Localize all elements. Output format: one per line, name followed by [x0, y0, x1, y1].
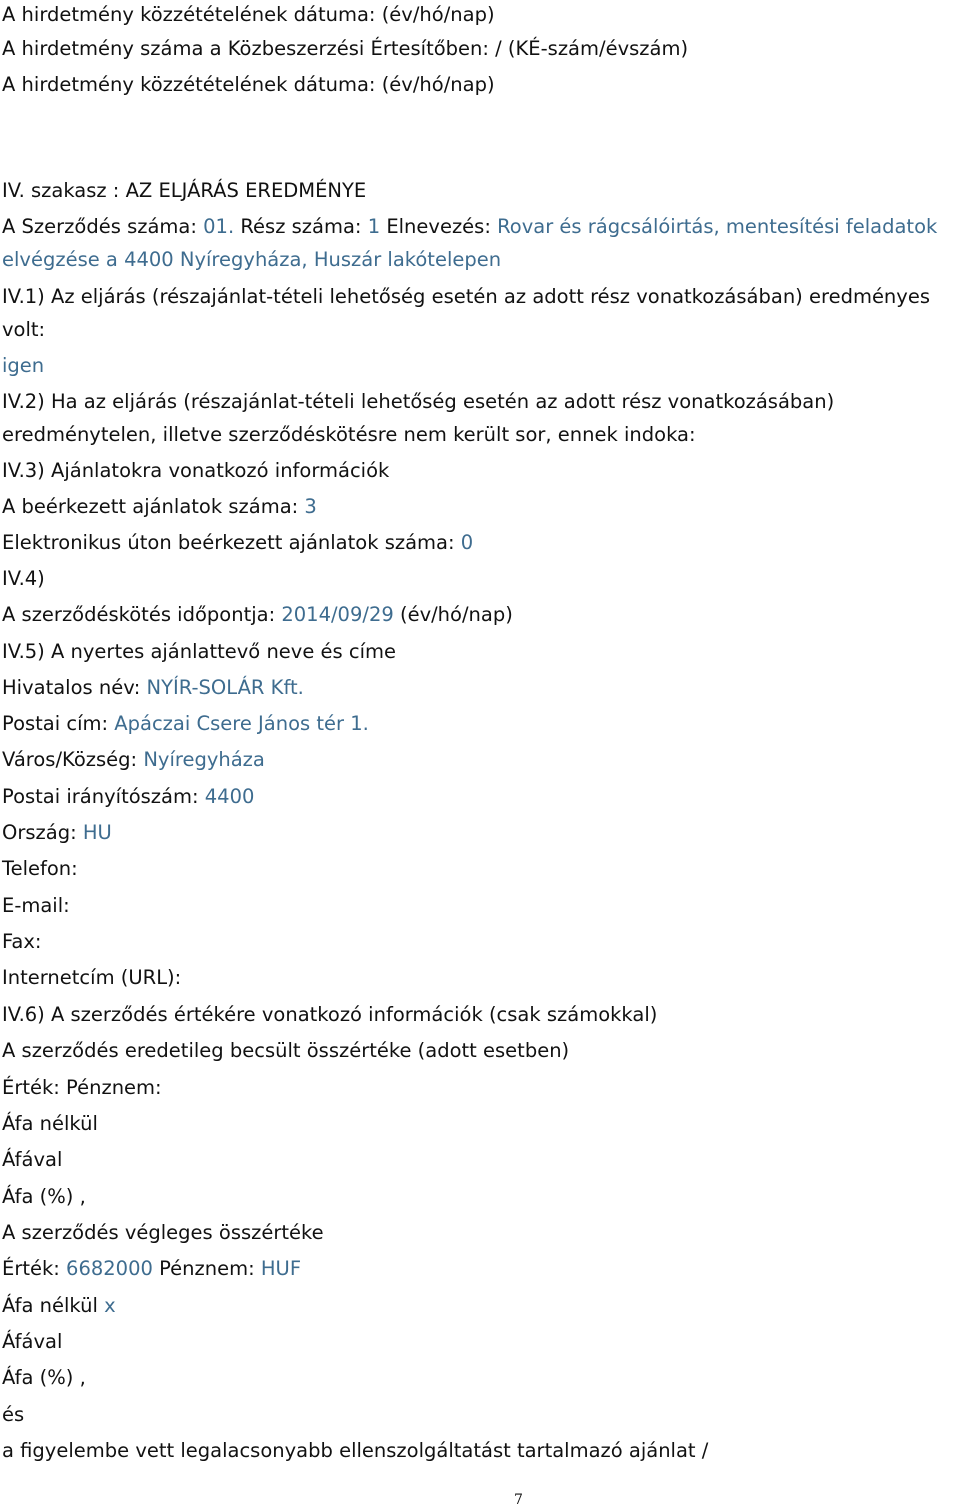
part-number: 1 [367, 215, 381, 238]
bids-label: A beérkezett ajánlatok száma: [2, 495, 299, 518]
winner-name-label: Hivatalos név: [2, 676, 141, 699]
zip-label: Postai irányítószám: [2, 785, 199, 808]
ebids-label: Elektronikus úton beérkezett ajánlatok száma: [2, 531, 455, 554]
address-label: Postai cím: [2, 712, 109, 735]
net-label: Áfa nélkül [2, 1294, 98, 1317]
contract-date: 2014/09/29 [281, 603, 394, 626]
notice-date-line-2: A hirdetmény közzétételének dátuma: (év/hó/nap) [2, 73, 495, 96]
notice-date-line: A hirdetmény közzétételének dátuma: (év/hó/nap) [2, 3, 495, 26]
fax-label: Fax: [2, 930, 42, 953]
iv6-title: IV.6) A szerződés értékére vonatkozó információk (csak számokkal) [2, 1003, 658, 1026]
contract-name: Rovar és rágcsálóirtás, mentesítési feladatok [497, 215, 938, 238]
ebids-line [2, 531, 473, 555]
winner-zip-line [2, 785, 254, 809]
iv1-answer: igen [2, 354, 45, 377]
currency-label: Pénznem: [159, 1257, 255, 1280]
iv2-text-cont: eredménytelen, illetve szerződéskötésre nem került sor, ennek indoka: [2, 423, 696, 446]
city-label: Város/Község: [2, 748, 138, 771]
estimated-value-line: Érték: Pénznem: [2, 1076, 162, 1099]
iv1-question: IV.1) Az eljárás (részajánlat-tételi lehetőség esetén az adott rész vonatkozásában) eredményes [2, 285, 930, 308]
contract-line [2, 215, 937, 239]
winner-address-line [2, 712, 369, 736]
final-value: 6682000 [66, 1257, 153, 1280]
page-number: 7 [514, 1492, 523, 1508]
currency: HUF [260, 1257, 302, 1280]
name-label: Elnevezés: [386, 215, 491, 238]
winner-city-line [2, 748, 265, 772]
final-net-line [2, 1294, 116, 1318]
contract-date-label: A szerződéskötés időpontja: [2, 603, 276, 626]
iv4-title: IV.4) [2, 567, 45, 590]
contract-date-line [2, 603, 513, 627]
phone-label: Telefon: [2, 857, 78, 880]
iv2-text: IV.2) Ha az eljárás (részajánlat-tételi lehetőség esetén az adott rész vonatkozásában) [2, 390, 835, 413]
estimated-value-title: A szerződés eredetileg becsült összértéke (adott esetben) [2, 1039, 570, 1062]
url-label: Internetcím (URL): [2, 966, 182, 989]
part-label: Rész száma: [240, 215, 362, 238]
final-value-line [2, 1257, 301, 1281]
final-vat-label: Áfa (%) , [2, 1366, 86, 1389]
winner-country-line [2, 821, 112, 845]
winner-city: Nyíregyháza [143, 748, 265, 771]
contract-no: 01. [203, 215, 235, 238]
winner-address: Apáczai Csere János tér 1. [114, 712, 369, 735]
and-text: és [2, 1403, 25, 1426]
bids-count: 3 [304, 495, 317, 518]
iv3-title: IV.3) Ajánlatokra vonatkozó információk [2, 459, 390, 482]
final-value-title: A szerződés végleges összértéke [2, 1221, 324, 1244]
iv5-title: IV.5) A nyertes ajánlattevő neve és címe [2, 640, 397, 663]
net-mark: x [104, 1294, 116, 1317]
country-label: Ország: [2, 821, 77, 844]
notice-number-line: A hirdetmény száma a Közbeszerzési Értesítőben: / (KÉ-szám/évszám) [2, 37, 689, 60]
contract-no-label: A Szerződés száma: [2, 215, 197, 238]
email-label: E-mail: [2, 894, 70, 917]
iv1-question-cont: volt: [2, 318, 46, 341]
final-gross-label: Áfával [2, 1330, 63, 1353]
winner-name: NYÍR-SOLÁR Kft. [146, 676, 304, 699]
estimated-gross-label: Áfával [2, 1148, 63, 1171]
lowest-offer-text: a figyelembe vett legalacsonyabb ellenszolgáltatást tartalmazó ajánlat / [2, 1439, 709, 1462]
winner-name-line [2, 676, 304, 700]
winner-country: HU [82, 821, 112, 844]
contract-name-cont: elvégzése a 4400 Nyíregyháza, Huszár lakótelepen [2, 248, 502, 271]
estimated-net-label: Áfa nélkül [2, 1112, 98, 1135]
date-format: (év/hó/nap) [399, 603, 513, 626]
ebids-count: 0 [460, 531, 474, 554]
value-label: Érték: [2, 1257, 60, 1280]
bids-line [2, 495, 317, 519]
section-title: IV. szakasz : AZ ELJÁRÁS EREDMÉNYE [2, 179, 367, 202]
winner-zip: 4400 [204, 785, 255, 808]
estimated-vat-label: Áfa (%) , [2, 1185, 86, 1208]
